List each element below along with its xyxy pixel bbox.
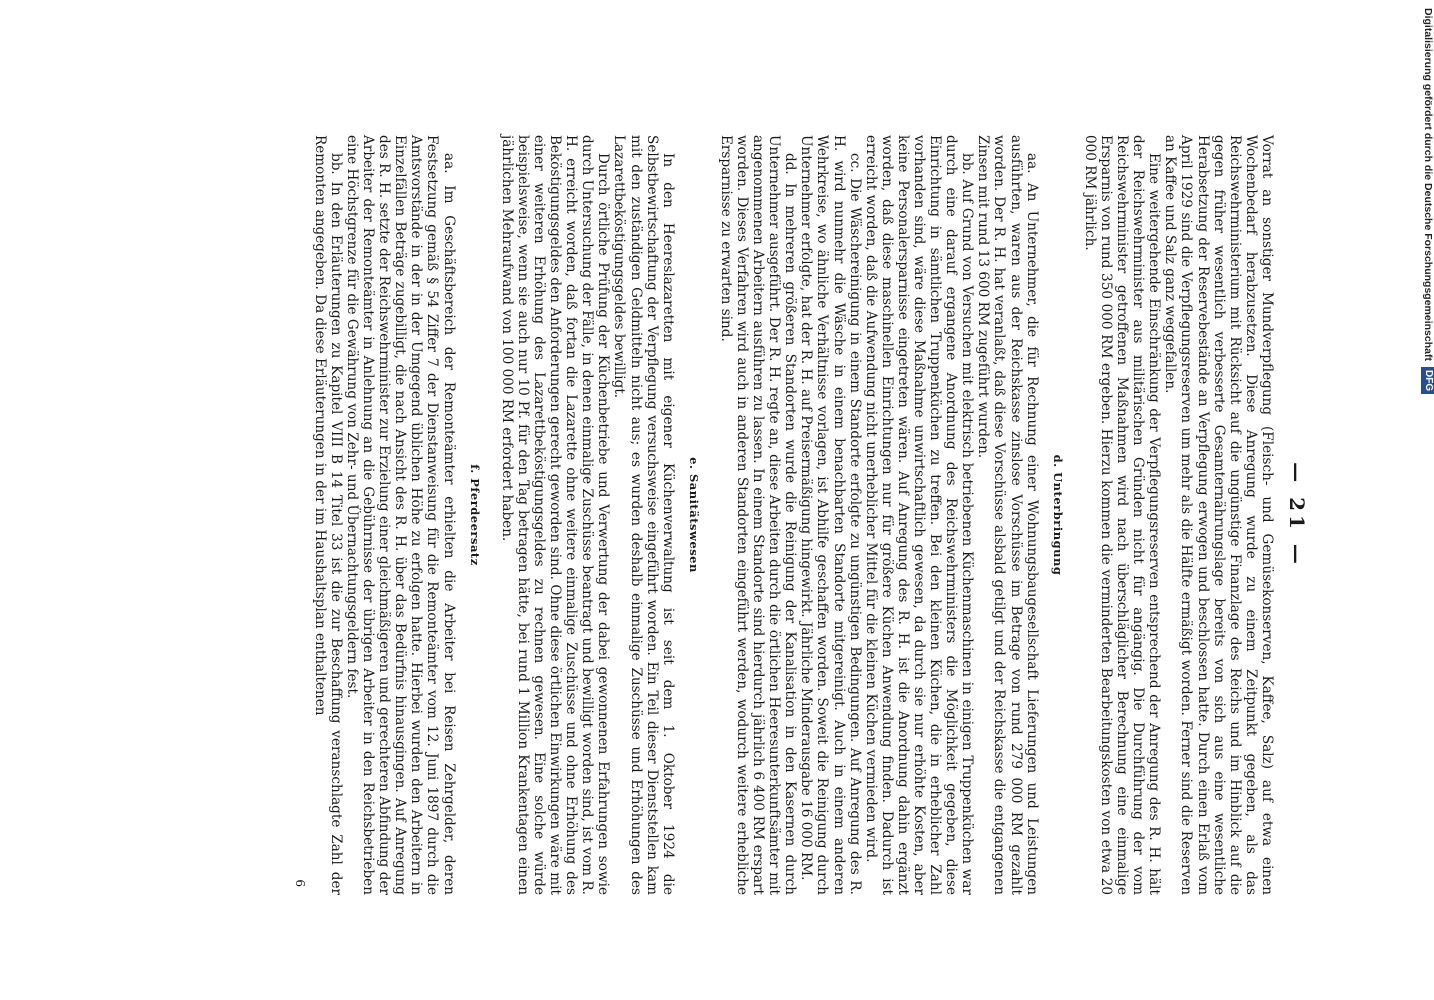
paragraph: aa. An Unternehmer, die für Rechnung einer Wohnungsbaugesellschaft Lieferungen und Leistungen ausführten, waren aus der Reichskasse zinslose Vorschüsse im Betrage von rund 279 000 RM gezahlt worden. Der R. H. hat veranlaßt, daß diese Vorschüsse alsbald getilgt und der Reichskasse die entgangenen Zinsen mit rund 13 600 RM zugeführt wurden. <box>975 135 1040 895</box>
paragraph: aa. Im Geschäftsbereich der Remonteämter erhielten die Arbeiter bei Reisen Zehrgelder, deren Festsetzung gemäß § 54 Ziffer 7 der Dienstanweisung für die Remonteämter vom 12. Juni 1897 durch die Amtsvorstände in der in der Umgegend üblichen Höhe zu erfolgen hatte. Hierbei wurden den Arbeitern in Einzelfällen Beträge zugebilligt, die nach Ansicht des R. H. über das Bedürfnis hinausgingen. Auf Anregung des R. H. setzte der Reichswehrminister zur Erzielung einer gleichmäßigeren und gerechteren Abfindung der Arbeiter der Remonteämter in Anlehnung an die Gebührnisse der übrigen Arbeiter in den Reichsbetrieben eine Höchstgrenze für die Gewährung von Zehr- und Übernachtungsgeldern fest. <box>344 135 457 895</box>
paragraph: Durch örtliche Prüfung der Küchenbetriebe und Verwertung der dabei gewonnenen Erfahrungen sowie durch Untersuchung der Fälle, in denen einmalige Zuschüsse beantragt und bewilligt worden sind, ist vom R. H. erreicht worden, daß fortan die Lazarette ohne weitere einmalige Zuschüsse und ohne Erhöhung des Beköstigungsgeldes den Anforderungen gerecht geworden sind. Ohne diese örtlichen Einwirkungen wäre mit einer weiteren Erhöhung des Lazarettbeköstigungsgeldes zu rechnen gewesen. Eine solche würde beispielsweise, wenn sie auch nur 10 Pf. für den Tag betragen hätte, bei rund 1 Million Krankentagen einen jährlichen Mehraufwand von 100 000 RM erfordert haben. <box>498 135 612 895</box>
dfg-logo: DFG <box>1421 367 1434 394</box>
section-heading: f. Pferdeersatz <box>467 464 482 566</box>
document-page <box>125 135 1309 895</box>
paragraph: Eine weitergehende Einschränkung der Verpflegungsreserven entsprechend der Anregung des R. H. hält der Reichswehrminister aus militärischen Gründen nicht für angängig. Die Durchführung der vom Reichswehrminister getroffenen Maßnahmen wird nach überschläglicher Berechnung eine einmalige Ersparnis von rund 350 000 RM ergeben. Hierzu kommen die verminderten Bearbeitungskosten von etwa 20 000 RM jährlich. <box>1081 135 1163 895</box>
signature-mark: 6 <box>292 879 307 887</box>
paragraph: bb. Auf Grund von Versuchen mit elektrisch betriebenen Küchenmaschinen in einigen Truppenküchen war durch eine darauf ergangene Anordnung des Reichswehrministers die Möglichkeit gegeben, diese Einrichtung in sämtlichen Truppenküchen zu treffen. Bei den kleinen Küchen, die in erheblicher Zahl vorhanden sind, wäre diese Maßnahme unwirtschaftlich gewesen, da durch sie nur erhöhte Kosten, aber keine Personalersparnisse eingetreten wären. Auf Anregung des R. H. ist die Anordnung dahin ergänzt worden, daß diese maschinellen Einrichtungen nur für größere Küchen Anwendung finden. Dadurch ist erreicht worden, daß die Aufwendung nicht unerheblicher Mittel für die kleinen Küchen vermieden wird. <box>862 135 976 895</box>
paragraph: bb. In den Erläuterungen zu Kapitel VIII B 14 Titel 33 ist die zur Beschaffung veranschlagte Zahl der Remonten angegeben. Da diese Erläuterungen in der im Haushaltsplan enthaltenen <box>311 135 344 895</box>
section-heading: e. Sanitätswesen <box>686 457 701 573</box>
body-text <box>312 135 1275 895</box>
page-number: — 21 — <box>1285 462 1309 568</box>
paragraph: In den Heereslazaretten mit eigener Küchenverwaltung ist seit dem 1. Oktober 1924 die Selbstbewirtschaftung der Verpflegung versuchsweise eingeführt worden. Ein Teil dieser Dienststellen kam mit den zuständigen Geldmitteln nicht aus; es wurden deshalb einmalige Zuschüsse und Erhöhungen des Lazarettbeköstigungsgeldes bewilligt. <box>611 135 676 895</box>
paragraph: cc. Die Wäschereinigung in einem Standorte erfolgte zu ungünstigen Bedingungen. Auf Anregung des R. H. wird nunmehr die Wäsche in einem benachbarten Standorte mitgereinigt. Auch in einem anderen Wehrkreise, wo ähnliche Verhältnisse vorlagen, ist Abhilfe geschaffen worden. Soweit die Reinigung durch Unternehmer erfolgte, hat der R. H. auf Preisermäßigung hingewirkt. Jährliche Minderausgabe 16 000 RM. <box>798 135 863 895</box>
digitization-credit <box>1420 8 1434 988</box>
paragraph: Vorrat an sonstiger Mundverpflegung (Fleisch- und Gemüsekonserven, Kaffee, Salz) auf etwa einen Wochenbedarf herabzusetzen. Diese Anregung wurde zu einem Zeitpunkt gegeben, als das Reichswehrministerium mit Rücksicht auf die ungünstige Finanzlage des Reichs und im Hinblick auf die gegen früher wesentlich verbesserte Gesamternährungslage bereits von sich aus eine wesentliche Herabsetzung der Reservebestände an Verpflegung erwogen und beschlossen hatte. Durch einen Erlaß vom April 1929 sind die Verpflegungsreserven um mehr als die Hälfte ermäßigt worden. Ferner sind die Reserven an Kaffee und Salz ganz weggefallen. <box>1162 135 1275 895</box>
credit-text: Digitalisierung gefördert durch die Deutsche Forschungsgemeinschaft <box>1422 8 1434 361</box>
paragraph: dd. In mehreren größeren Standorten wurde die Reinigung der Kanalisation in den Kasernen durch Unternehmer ausgeführt. Der R. H. regte an, diese Arbeiten durch die örtlichen Heeresunterkunftsämter mit angenommenen Arbeitern ausführen zu lassen. In einem Standorte sind hierdurch jährlich 6 400 RM erspart worden. Dieses Verfahren wird auch in anderen Standorten eingeführt werden, wodurch weitere erhebliche Ersparnisse zu erwarten sind. <box>717 135 799 895</box>
section-heading: d. Unterbringung <box>1050 454 1065 576</box>
